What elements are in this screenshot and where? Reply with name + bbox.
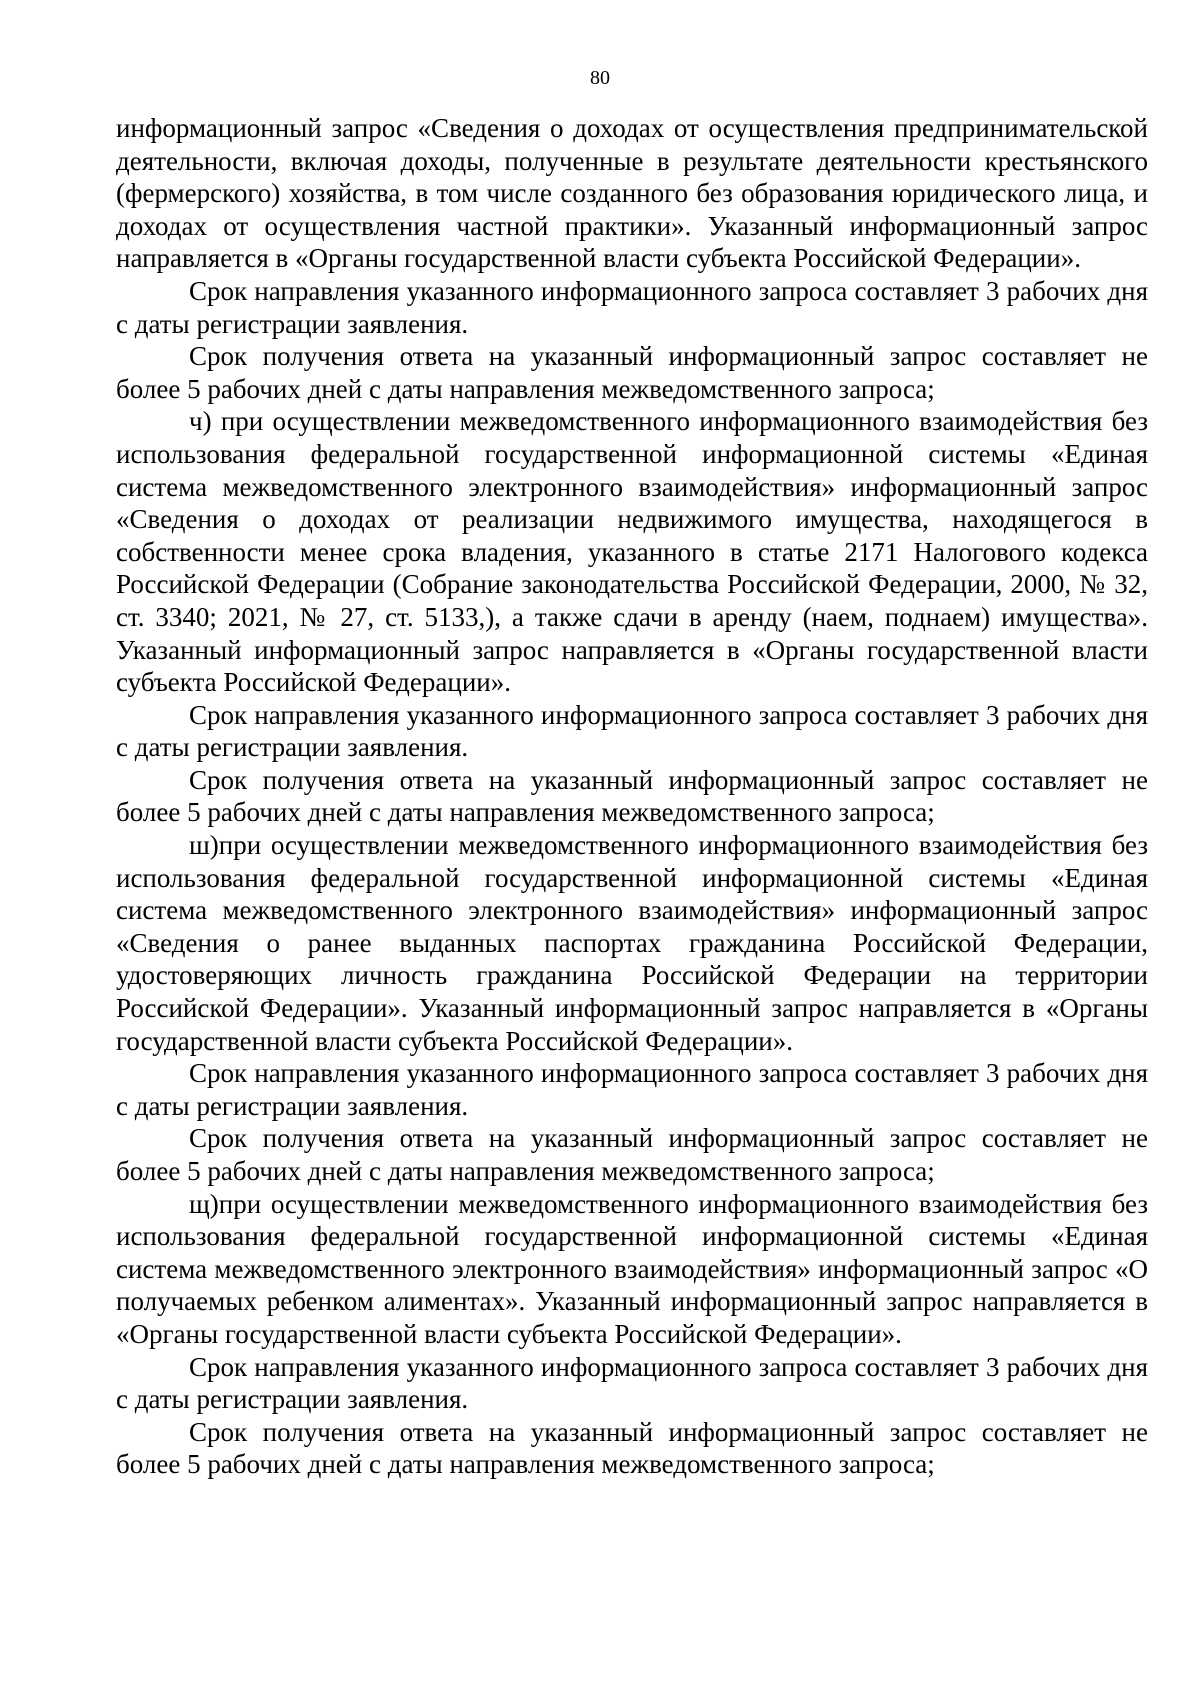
- paragraph-item-shch-alimony: щ)при осуществлении межведомственного информационного взаимодействия без использования федеральной государственной информационной системы «Единая система межведомственного электронного взаимодействия» информационный запрос «О получаемых ребенком алиментах». Указанный информационный запрос направляется в «Органы государственной власти субъекта Российской Федерации».: [116, 1188, 1148, 1349]
- paragraph-response-deadline: Срок получения ответа на указанный информационный запрос составляет не более 5 рабочих дней с даты направления межведомственного запроса;: [116, 341, 1148, 404]
- paragraph-response-deadline: Срок получения ответа на указанный информационный запрос составляет не более 5 рабочих дней с даты направления межведомственного запроса;: [116, 1123, 1148, 1186]
- paragraph-item-ch-property-income: ч) при осуществлении межведомственного информационного взаимодействия без использования федеральной государственной информационной системы «Единая система межведомственного электронного взаимодействия» информационный запрос «Сведения о доходах от реализации недвижимого имущества, находящегося в собственности менее срока владения, указанного в статье 2171 Налогового кодекса Российской Федерации (Собрание законодательства Российской Федерации, 2000, № 32, ст. 3340; 2021, № 27, ст. 5133,), а также сдачи в аренду (наем, поднаем) имущества». Указанный информационный запрос направляется в «Органы государственной власти субъекта Российской Федерации».: [116, 406, 1148, 698]
- paragraph-response-deadline: Срок получения ответа на указанный информационный запрос составляет не более 5 рабочих дней с даты направления межведомственного запроса;: [116, 764, 1148, 828]
- document-body: [116, 112, 1148, 1481]
- paragraph-income-business-request: информационный запрос «Сведения о доходах от осуществления предпринимательской деятельности, включая доходы, полученные в результате деятельности крестьянского (фермерского) хозяйства, в том числе созданного без образования юридического лица, и доходах от осуществления частной практики». Указанный информационный запрос направляется в «Органы государственной власти субъекта Российской Федерации».: [116, 113, 1148, 274]
- paragraph-response-deadline: Срок получения ответа на указанный информационный запрос составляет не более 5 рабочих дней с даты направления межведомственного запроса;: [116, 1416, 1148, 1480]
- paragraph-request-send-deadline: Срок направления указанного информационного запроса составляет 3 рабочих дня с даты регистрации заявления.: [116, 275, 1148, 339]
- paragraph-request-send-deadline: Срок направления указанного информационного запроса составляет 3 рабочих дня с даты регистрации заявления.: [116, 1058, 1148, 1121]
- paragraph-item-sh-passports: ш)при осуществлении межведомственного информационного взаимодействия без использования федеральной государственной информационной системы «Единая система межведомственного электронного взаимодействия» информационный запрос «Сведения о ранее выданных паспортах гражданина Российской Федерации, удостоверяющих личность гражданина Российской Федерации на территории Российской Федерации». Указанный информационный запрос направляется в «Органы государственной власти субъекта Российской Федерации».: [116, 830, 1148, 1056]
- paragraph-request-send-deadline: Срок направления указанного информационного запроса составляет 3 рабочих дня с даты регистрации заявления.: [116, 699, 1148, 763]
- paragraph-request-send-deadline: Срок направления указанного информационного запроса составляет 3 рабочих дня с даты регистрации заявления.: [116, 1351, 1148, 1415]
- page-number: 80: [590, 67, 610, 89]
